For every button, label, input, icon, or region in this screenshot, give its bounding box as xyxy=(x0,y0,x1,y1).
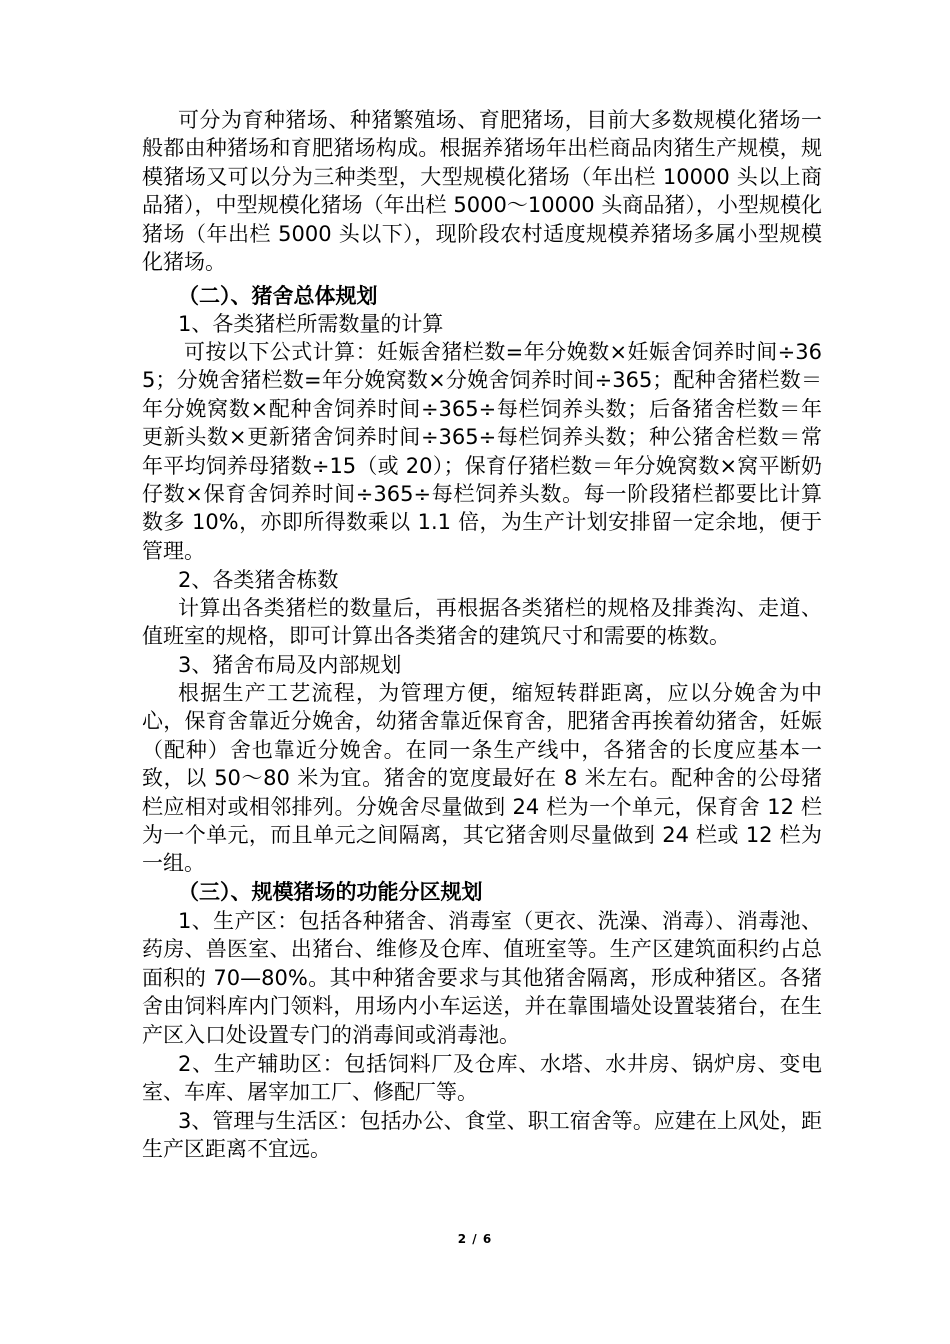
paragraph-farm-types: 可分为育种猪场、种猪繁殖场、育肥猪场，目前大多数规模化猪场一般都由种猪场和育肥猪场构成。根据养猪场年出栏商品肉猪生产规模，规模猪场又可以分为三种类型，大型规模化猪场（年出栏 10000 头以上商品猪），中型规模化猪场（年出栏 5000～10000 头商品猪），小型规模化猪场（年出栏 5000 头以下），现阶段农村适度规模养猪场多属小型规模化猪场。 xyxy=(142,108,822,275)
page-number: 2 / 6 xyxy=(457,1232,493,1246)
heading-section-3: （三）、规模猪场的功能分区规划 xyxy=(178,880,483,904)
paragraph-living-zone: 3、管理与生活区：包括办公、食堂、职工宿舍等。应建在上风处，距生产区距离不宜远。 xyxy=(142,1109,822,1162)
heading-section-2: （二）、猪舍总体规划 xyxy=(178,284,378,308)
paragraph-auxiliary-zone: 2、生产辅助区：包括饲料厂及仓库、水塔、水井房、锅炉房、变电室、车库、屠宰加工厂、修配厂等。 xyxy=(142,1052,822,1105)
subheading-layout: 3、猪舍布局及内部规划 xyxy=(178,653,402,677)
paragraph-pen-formula: 可按以下公式计算：妊娠舍猪栏数=年分娩数×妊娠舍饲养时间÷365；分娩舍猪栏数=年分娩窝数×分娩舍饲养时间÷365；配种舍猪栏数＝年分娩窝数×配种舍饲养时间÷365÷每栏饲养头数；后备猪舍栏数＝年更新头数×更新猪舍饲养时间÷365÷每栏饲养头数；种公猪舍栏数＝常年平均饲养母猪数÷15（或 20）；保育仔猪栏数＝年分娩窝数×窝平断奶仔数×保育舍饲养时间÷365÷每栏饲养头数。每一阶段猪栏都要比计算数多 10%，亦即所得数乘以 1.1 倍，为生产计划安排留一定余地，便于管理。 xyxy=(142,340,822,563)
paragraph-house-count: 计算出各类猪栏的数量后，再根据各类猪栏的规格及排粪沟、走道、值班室的规格，即可计算出各类猪舍的建筑尺寸和需要的栋数。 xyxy=(142,596,822,649)
paragraph-layout: 根据生产工艺流程，为管理方便，缩短转群距离，应以分娩舍为中心，保育舍靠近分娩舍，幼猪舍靠近保育舍，肥猪舍再挨着幼猪舍，妊娠（配种）舍也靠近分娩舍。在同一条生产线中，各猪舍的长度应基本一致，以 50～80 米为宜。猪舍的宽度最好在 8 米左右。配种舍的公母猪栏应相对或相邻排列。分娩舍尽量做到 24 栏为一个单元，保育舍 12 栏为一个单元，而且单元之间隔离，其它猪舍则尽量做到 24 栏或 12 栏为一组。 xyxy=(142,681,822,876)
subheading-house-count: 2、各类猪舍栋数 xyxy=(178,568,339,592)
subheading-pen-count: 1、各类猪栏所需数量的计算 xyxy=(178,312,444,336)
paragraph-production-zone: 1、生产区：包括各种猪舍、消毒室（更衣、洗澡、消毒）、消毒池、药房、兽医室、出猪台、维修及仓库、值班室等。生产区建筑面积约占总面积的 70—80%。其中种猪舍要求与其他猪舍隔离，形成种猪区。各猪舍由饲料库内门领料，用场内小车运送，并在靠围墙处设置装猪台，在生产区入口处设置专门的消毒间或消毒池。 xyxy=(142,909,822,1047)
